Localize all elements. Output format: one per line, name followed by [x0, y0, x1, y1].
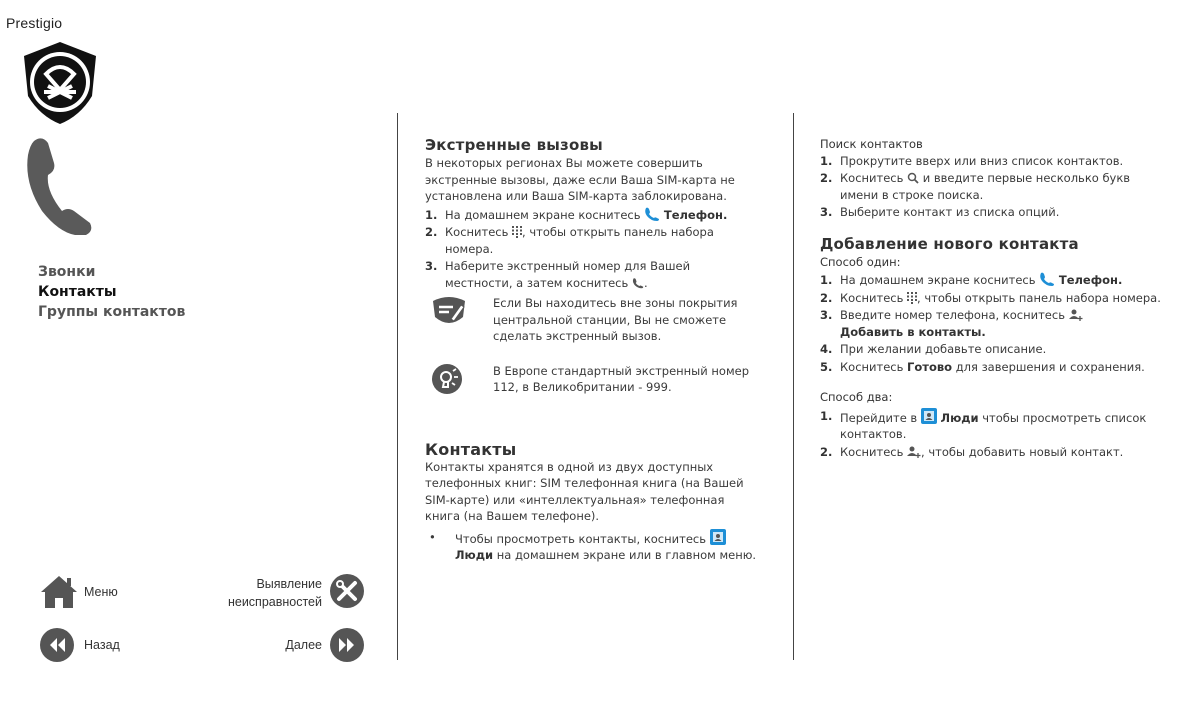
list-item: 1. Перейдите в Люди чтобы просмотреть список контактов. — [820, 408, 1147, 441]
next-link[interactable]: Далее — [285, 638, 322, 652]
column-divider-right — [793, 113, 794, 660]
list-item: 1. На домашнем экране коснитесь Телефон. — [820, 273, 1123, 287]
list-item: 3. Введите номер телефона, коснитесь Добавить в контакты. — [820, 307, 1165, 340]
people-app-icon — [921, 408, 937, 424]
brand-name: Prestigio — [6, 15, 63, 31]
sidebar-item-calls[interactable]: Звонки — [38, 264, 96, 280]
contacts-title: Контакты — [425, 439, 517, 459]
troubleshoot-label-1: Выявление — [256, 577, 322, 591]
note-block — [425, 295, 760, 345]
emergency-intro: В некоторых регионах Вы можете совершить экстренные вызовы, даже если Ваша SIM-карта не установлена или Ваша SIM-карта заблокирована. — [425, 156, 735, 203]
add-steps-one — [820, 272, 1165, 375]
list-item: 2. Коснитесь , чтобы добавить новый контакт. — [820, 444, 1124, 459]
sidebar-item-contact-groups[interactable]: Группы контактов — [38, 304, 186, 320]
contacts-intro: Контакты хранятся в одной из двух доступных телефонных книг: SIM телефонная книга (на Вашей SIM-карте) или «интеллектуальная» телефонная книга (на Вашем телефоне). — [425, 459, 744, 523]
note-pencil-icon — [431, 295, 467, 327]
back-link[interactable]: Назад — [84, 638, 120, 652]
search-icon — [907, 172, 919, 184]
home-icon[interactable] — [40, 574, 78, 610]
emergency-title: Экстренные вызовы — [425, 136, 603, 154]
tools-icon[interactable] — [330, 574, 364, 608]
sidebar-item-contacts[interactable]: Контакты — [38, 284, 117, 300]
dialpad-icon — [512, 226, 522, 238]
list-item: 2. Коснитесь , чтобы открыть панель набора номера. — [425, 225, 714, 256]
phone-handset-icon — [24, 135, 102, 235]
list-item: 3. Выберите контакт из списка опций. — [820, 205, 1060, 219]
add-steps-two — [820, 408, 1165, 461]
next-icon[interactable] — [330, 628, 364, 662]
column-divider-left — [397, 113, 398, 660]
sidebar-nav — [38, 262, 185, 322]
menu-link[interactable]: Меню — [84, 585, 118, 599]
add-contact-icon — [907, 446, 921, 458]
way-one-label: Способ один: — [820, 254, 901, 269]
way-two-label: Способ два: — [820, 390, 893, 404]
column-1 — [425, 136, 760, 564]
call-icon — [632, 277, 644, 289]
tip-lightbulb-icon — [431, 363, 463, 395]
list-item: 1. Прокрутите вверх или вниз список контактов. — [820, 153, 1124, 168]
list-item: 3. Наберите экстренный номер для Вашей местности, а затем коснитесь . — [425, 259, 691, 290]
tip-block — [425, 363, 760, 396]
contacts-bullet: • Чтобы просмотреть контакты, коснитесь Люди на домашнем экране или в главном меню. — [429, 529, 757, 562]
people-app-icon — [710, 529, 726, 545]
list-item: 1. На домашнем экране коснитесь Телефон. — [425, 207, 728, 222]
search-steps — [820, 153, 1165, 221]
tip-text: В Европе стандартный экстренный номер 112, в Великобритании - 999. — [493, 363, 749, 394]
emergency-steps — [425, 207, 760, 292]
phone-app-icon — [1039, 272, 1055, 286]
prestigio-logo-icon — [20, 40, 100, 126]
note-text: Если Вы находитесь вне зоны покрытия центральной станции, Вы не сможете сделать экстренный вызов. — [493, 296, 738, 343]
list-item: 4. При желании добавьте описание. — [820, 342, 1047, 356]
add-contact-title: Добавление нового контакта — [820, 234, 1079, 253]
troubleshoot-label-2: неисправностей — [227, 595, 322, 609]
phone-app-icon — [644, 207, 660, 221]
troubleshoot-link[interactable] — [196, 575, 322, 611]
list-item: 5. Коснитесь Готово для завершения и сохранения. — [820, 359, 1145, 374]
add-contact-icon — [1069, 309, 1083, 321]
list-item: 2. Коснитесь , чтобы открыть панель набора номера. — [820, 290, 1161, 305]
dialpad-icon — [907, 292, 917, 304]
column-2 — [820, 136, 1165, 461]
search-title: Поиск контактов — [820, 137, 923, 151]
list-item: 2. Коснитесь и введите первые несколько букв имени в строке поиска. — [820, 171, 1131, 202]
back-icon[interactable] — [40, 628, 74, 662]
